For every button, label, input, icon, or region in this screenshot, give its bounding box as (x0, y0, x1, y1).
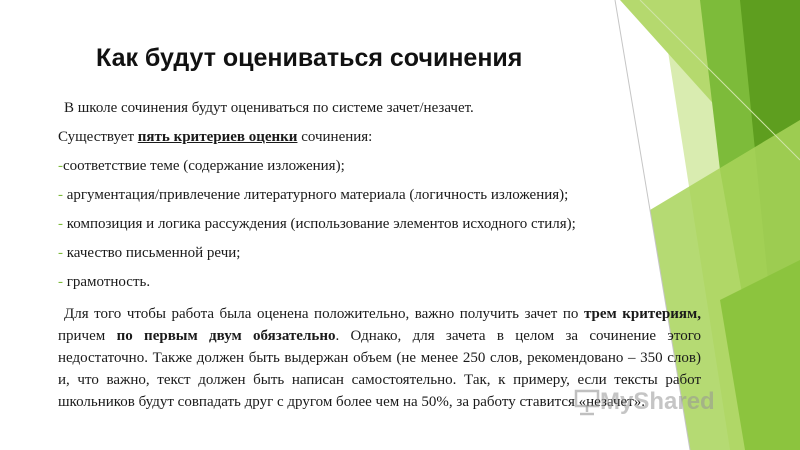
list-dash: - (58, 245, 63, 261)
criterion-text: композиция и логика рассуждения (использование элементов исходного стиля); (66, 216, 576, 232)
criterion-item (58, 268, 701, 297)
list-dash: - (58, 216, 63, 232)
criterion-item (58, 239, 701, 268)
criterion-text: качество письменной речи; (66, 245, 241, 261)
paragraph-text: причем (58, 328, 117, 344)
criteria-heading (58, 123, 701, 152)
criterion-item (58, 210, 701, 239)
list-dash: - (58, 274, 63, 290)
criterion-text: аргументация/привлечение литературного материала (логичность изложения); (66, 187, 569, 203)
criteria-emphasis: пять критериев оценки (137, 129, 298, 145)
paragraph-bold: трем критериям, (583, 306, 701, 322)
criterion-text: грамотность. (66, 274, 151, 290)
slide-body (58, 94, 701, 413)
paragraph-bold: по первым двум обязательно (116, 328, 336, 344)
paragraph-text: Для того чтобы работа была оценена положительно, важно получить зачет по (64, 306, 584, 322)
watermark: MyShared (600, 388, 715, 415)
slide-title: Как будут оцениваться сочинения (96, 44, 523, 72)
list-dash: - (58, 158, 63, 174)
intro-text: В школе сочинения будут оцениваться по системе зачет/незачет. (64, 100, 474, 116)
presentation-icon (574, 388, 600, 416)
criterion-item (58, 181, 701, 210)
criteria-prefix: Существует (58, 129, 138, 145)
list-dash: - (58, 187, 63, 203)
criterion-item (58, 152, 701, 181)
criteria-suffix: сочинения: (297, 129, 373, 145)
paragraph-text: . Однако, для зачета в целом за сочинение этого недостаточно. Также должен быть выдержан объем (не менее 250 слов, рекомендовано – 350 слов) и, что важно, текст должен быть написан самостоятельно. Так, к примеру, если тексты работ школьников будут совпадать друг с другом более чем на 50%, за работу ставится «незачет». (58, 328, 701, 410)
criterion-text: соответствие теме (содержание изложения); (63, 158, 345, 174)
